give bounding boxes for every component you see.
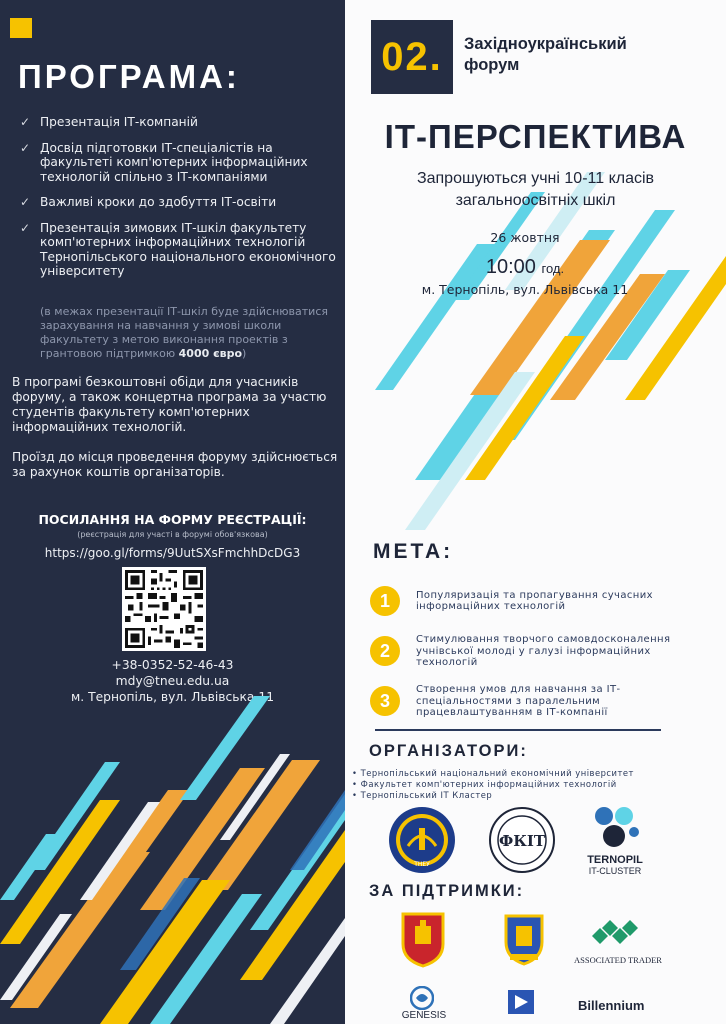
goal-text: Створення умов для навчання за ІТ-спеціальностями з паралельним працевлаштуванням в ІТ-компанії	[416, 684, 621, 718]
registration-link[interactable]: https://goo.gl/forms/9UutSXsFmchhDcDG3	[44, 546, 301, 560]
goal-text: Популяризація та пропагування сучасних інформаційних технологій	[416, 589, 653, 612]
registration-subtitle: (реєстрація для участі в форумі обов'язкова)	[77, 530, 268, 539]
organizers-title: ОРГАНІЗАТОРИ:	[369, 742, 528, 760]
program-list	[20, 115, 338, 290]
program-note: (в межах презентації ІТ-шкіл буде здійснюватися зарахування на навчання у зимові школи факультету з метою виконання проектів з грантовою підтримкою 4000 євро)	[40, 305, 328, 360]
check-icon: ✓	[20, 140, 31, 155]
grant-amount: 4000 євро	[178, 347, 242, 360]
tneu-logo	[388, 806, 456, 874]
goal-item	[370, 684, 690, 719]
associated-trader-caption: ASSOCIATED TRADER	[574, 955, 662, 965]
check-icon: ✓	[20, 220, 31, 235]
contact-address: м. Тернопіль, вул. Львівська 11	[70, 690, 275, 704]
it-cluster-caption: TERNOPIL IT-CLUSTER	[587, 854, 643, 876]
genesis-caption: GENESIS	[401, 1010, 447, 1021]
goal-number: 2	[370, 636, 400, 666]
organizers-list	[352, 768, 724, 801]
event-time: 10:00 год.	[485, 256, 565, 278]
event-date: 26 жовтня	[490, 230, 560, 245]
program-paragraph: В програмі безкоштовні обіди для учасників форуму, а також концертна програма за участю студентів факультету комп'ютерних інформаційних технологій.	[12, 375, 327, 434]
qr-code[interactable]	[122, 567, 206, 651]
program-item: ✓ Презентація ІТ-компаній	[20, 115, 198, 129]
goals-title: МЕТА:	[373, 540, 454, 563]
decorative-stripes	[0, 640, 345, 1024]
event-title: ІТ-ПЕРСПЕКТИВА	[384, 118, 687, 155]
event-invitation: Запрошуються учні 10-11 класів загальноосвітніх шкіл	[416, 170, 655, 209]
support-title: ЗА ПІДТРИМКИ:	[369, 882, 525, 900]
check-icon: ✓	[20, 115, 31, 129]
forum-name: Західноукраїнський форум	[464, 35, 627, 74]
goal-item	[370, 586, 690, 616]
program-paragraph: Проїзд до місця проведення форуму здійснюється за рахунок коштів організаторів.	[12, 450, 338, 479]
divider	[375, 729, 661, 731]
contact-email[interactable]: mdy@tneu.edu.ua	[115, 674, 230, 688]
forum-number: 02.	[371, 20, 453, 94]
event-address: м. Тернопіль, вул. Львівська 11	[421, 282, 629, 297]
goal-number: 1	[370, 586, 400, 616]
goal-item	[370, 634, 690, 669]
goal-text: Стимулювання творчого самовдосконалення учнівської молоді у галузі інформаційних технологій	[416, 634, 671, 668]
billennium-logo: Billennium	[578, 998, 645, 1013]
program-item: ✓ Досвід підготовки ІТ-спеціалістів на факультеті комп'ютерних інформаційних технологій спільно з ІТ-компаніями	[20, 140, 308, 184]
svg-text:ТНЕУ: ТНЕУ	[414, 861, 430, 868]
oblast-emblem-logo	[500, 910, 548, 966]
contact-phone[interactable]: +38-0352-52-46-43	[111, 658, 234, 672]
coat-of-arms-logo	[398, 910, 448, 968]
goal-number: 3	[370, 686, 400, 716]
check-icon: ✓	[20, 195, 31, 209]
registration-title: ПОСИЛАННЯ НА ФОРМУ РЕЄСТРАЦІЇ:	[38, 512, 307, 527]
organizer-item: • Тернопільський ІТ Кластер	[352, 790, 724, 801]
program-title: ПРОГРАМА:	[18, 58, 240, 95]
program-item: ✓ Презентація зимових ІТ-шкіл факультету комп'ютерних інформаційних технологій Тернопільського національного економічного університету	[20, 220, 336, 278]
fkit-logo	[488, 806, 556, 874]
organizer-item: • Факультет комп'ютерних інформаційних технологій	[352, 779, 724, 790]
program-item: ✓ Важливі кроки до здобуття ІТ-освіти	[20, 195, 277, 209]
organizer-item: • Тернопільський національний економічний університет	[352, 768, 724, 779]
genesis-logo	[410, 986, 434, 1010]
program-panel	[0, 0, 345, 1024]
associated-trader-logo	[588, 914, 644, 950]
corner-square	[10, 18, 32, 38]
academy-logo	[506, 988, 536, 1016]
it-cluster-logo	[588, 806, 640, 850]
svg-text:ФКІТ: ФКІТ	[498, 832, 546, 850]
